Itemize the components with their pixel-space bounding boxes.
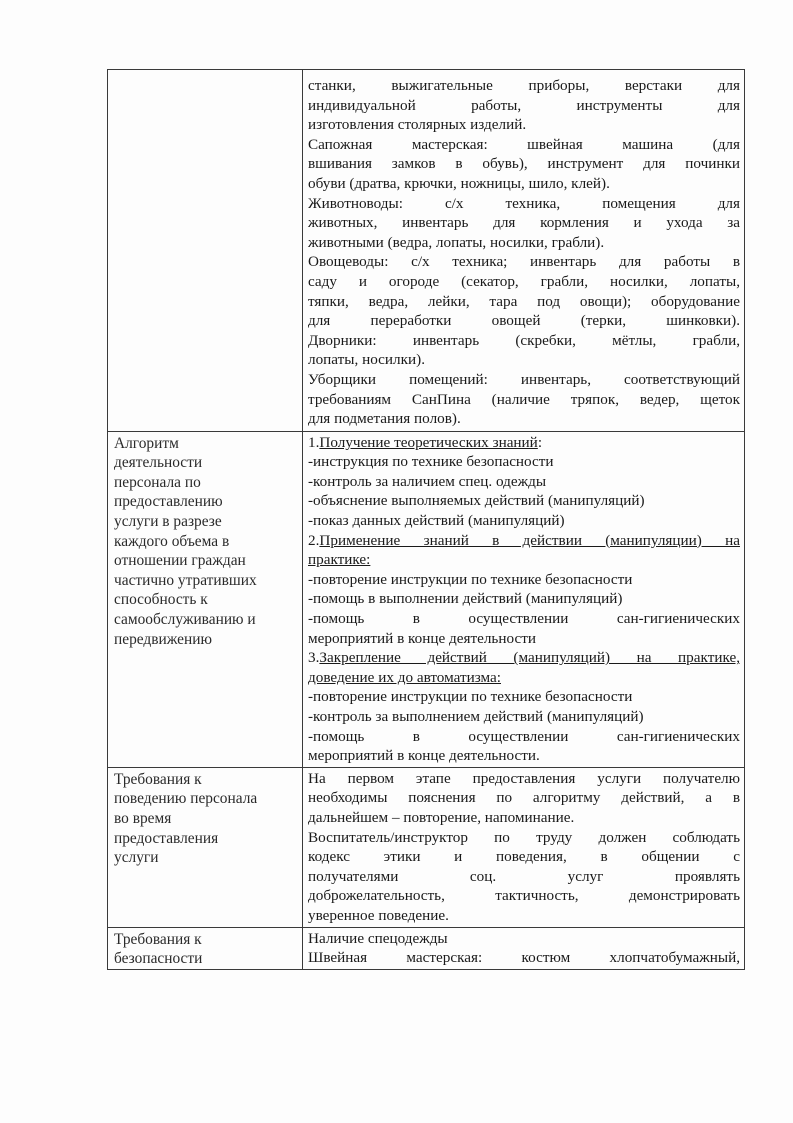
text-line <box>303 707 744 727</box>
line-text: -контроль за выполнением действий (манипуляций) <box>308 708 644 725</box>
text-line <box>303 648 744 668</box>
line-text: -инструкция по технике безопасности <box>308 453 554 471</box>
section-heading: доведение их до автоматизма: <box>308 668 501 686</box>
line-text: Сапожная мастерская: швейная машина (для <box>308 135 740 153</box>
table-row <box>108 70 745 432</box>
text-line <box>303 808 744 828</box>
text-line <box>303 511 744 531</box>
section-heading: Получение теоретических знаний <box>319 433 538 451</box>
line-text: кодекс этики и поведения, в общении с <box>308 848 740 866</box>
line-text: -контроль за наличием спец. одежды <box>308 472 547 490</box>
list-number: 1. <box>308 433 320 451</box>
line-text: Швейная мастерская: костюм хлопчатобумажный, <box>308 949 740 967</box>
text-line <box>303 174 744 194</box>
text-line <box>303 727 744 747</box>
text-line <box>303 769 744 789</box>
text-line <box>303 867 744 887</box>
line-text: Животноводы: с/х техника, помещения для <box>308 194 740 212</box>
criteria-text <box>108 70 302 72</box>
criteria-cell <box>108 431 303 767</box>
criteria-cell <box>108 70 303 432</box>
text-line <box>303 390 744 410</box>
text-line <box>303 948 744 968</box>
text-line <box>303 433 744 453</box>
description-cell <box>303 70 745 432</box>
text-line <box>303 906 744 926</box>
text-line <box>303 194 744 214</box>
line-text: -повторение инструкции по технике безопасности <box>308 570 633 588</box>
line-text: саду и огороде (секатор, грабли, носилки, лопаты, <box>308 272 740 290</box>
line-text: для переработки овощей (терки, шинковки). <box>308 312 740 330</box>
line-text: -помощь в осуществлении сан-гигиенических <box>308 727 740 745</box>
description-cell <box>303 927 745 969</box>
text-line <box>303 115 744 135</box>
line-text: -повторение инструкции по технике безопасности <box>308 688 633 706</box>
line-text: Наличие спецодежды <box>308 929 448 947</box>
line-text: -помощь в выполнении действий (манипуляций) <box>308 590 623 608</box>
line-text: -помощь в осуществлении сан-гигиенических <box>308 610 740 628</box>
text-line <box>303 213 744 233</box>
text-line <box>303 929 744 949</box>
line-text: лопаты, носилки). <box>308 351 425 369</box>
line-text: дальнейшем – повторение, напоминание. <box>308 808 575 826</box>
line-text: животных, инвентарь для кормления и ухода за <box>308 214 740 232</box>
line-text: -объяснение выполняемых действий (манипуляций) <box>308 492 645 510</box>
line-text: На первом этапе предоставления услуги получателю <box>308 769 740 787</box>
text-line <box>303 788 744 808</box>
text-line <box>303 570 744 590</box>
text-line <box>303 847 744 867</box>
text-line <box>303 629 744 649</box>
text-line <box>303 96 744 116</box>
section-heading: практике: <box>308 551 371 569</box>
text-line <box>303 531 744 551</box>
description-cell <box>303 431 745 767</box>
line-text: станки, выжигательные приборы, верстаки для <box>308 77 740 94</box>
table-row <box>108 927 745 969</box>
line-text: необходимы пояснения по алгоритму действий, а в <box>308 789 740 807</box>
criteria-cell <box>108 927 303 969</box>
line-text: Воспитатель/инструктор по труду должен соблюдать <box>308 828 740 846</box>
text-line <box>303 452 744 472</box>
line-text: животными (ведра, лопаты, носилки, грабли). <box>308 233 605 251</box>
text-line <box>303 272 744 292</box>
text-line <box>303 550 744 570</box>
line-text: доброжелательность, тактичность, демонстрировать <box>308 887 740 905</box>
line-text: Уборщики помещений: инвентарь, соответствующий <box>308 370 740 388</box>
service-standard-table <box>107 69 745 970</box>
text-line <box>303 331 744 351</box>
line-text: для подметания полов). <box>308 410 461 428</box>
line-text: индивидуальной работы, инструменты для <box>308 96 740 114</box>
criteria-text: Требования к безопасности <box>114 930 203 968</box>
text-line <box>303 135 744 155</box>
text-line <box>303 746 744 766</box>
line-text: мероприятий в конце деятельности. <box>308 747 540 765</box>
text-line <box>303 828 744 848</box>
line-text: уверенное поведение. <box>308 906 449 924</box>
text-line <box>303 687 744 707</box>
line-text: Овощеводы: с/х техника; инвентарь для работы в <box>308 253 740 271</box>
text-line <box>303 668 744 688</box>
text-line <box>303 370 744 390</box>
table-row <box>108 767 745 927</box>
section-heading: Применение знаний в действии (манипуляции) на <box>319 531 740 549</box>
text-line <box>303 609 744 629</box>
line-text: обуви (дратва, крючки, ножницы, шило, клей). <box>308 174 610 192</box>
list-number: 3. <box>308 649 320 667</box>
text-line <box>303 252 744 272</box>
description-cell <box>303 767 745 927</box>
line-text: вшивания замков в обувь), инструмент для починки <box>308 155 740 173</box>
line-text: Дворники: инвентарь (скребки, мётлы, грабли, <box>308 331 740 349</box>
text-line <box>303 886 744 906</box>
line-text: получателями соц. услуг проявлять <box>308 867 740 885</box>
list-number: 2. <box>308 531 320 549</box>
text-line <box>303 589 744 609</box>
criteria-text: Требования к поведению персонала во время предоставления услуги <box>114 770 258 867</box>
line-text: тяпки, ведра, лейки, тара под овощи); оборудование <box>308 292 740 310</box>
line-text: -показ данных действий (манипуляций) <box>308 512 565 530</box>
text-line <box>303 76 744 96</box>
text-line <box>303 491 744 511</box>
text-line <box>303 154 744 174</box>
line-text: мероприятий в конце деятельности <box>308 629 536 647</box>
section-heading: Закрепление действий (манипуляций) на практике, <box>319 649 740 667</box>
line-suffix: : <box>537 433 543 451</box>
criteria-text: Алгоритм деятельности персонала по предоставлению услуги в разрезе каждого объема в отношении граждан частично утративших способность к самообслуживанию и передвижению <box>114 434 257 648</box>
text-line <box>303 409 744 429</box>
text-line <box>303 233 744 253</box>
text-line <box>303 350 744 370</box>
text-line <box>303 292 744 312</box>
line-text: изготовления столярных изделий. <box>308 116 527 134</box>
line-text: требованиям СанПина (наличие тряпок, ведер, щеток <box>308 390 740 408</box>
criteria-cell <box>108 767 303 927</box>
text-line <box>303 472 744 492</box>
table-row <box>108 431 745 767</box>
text-line <box>303 311 744 331</box>
